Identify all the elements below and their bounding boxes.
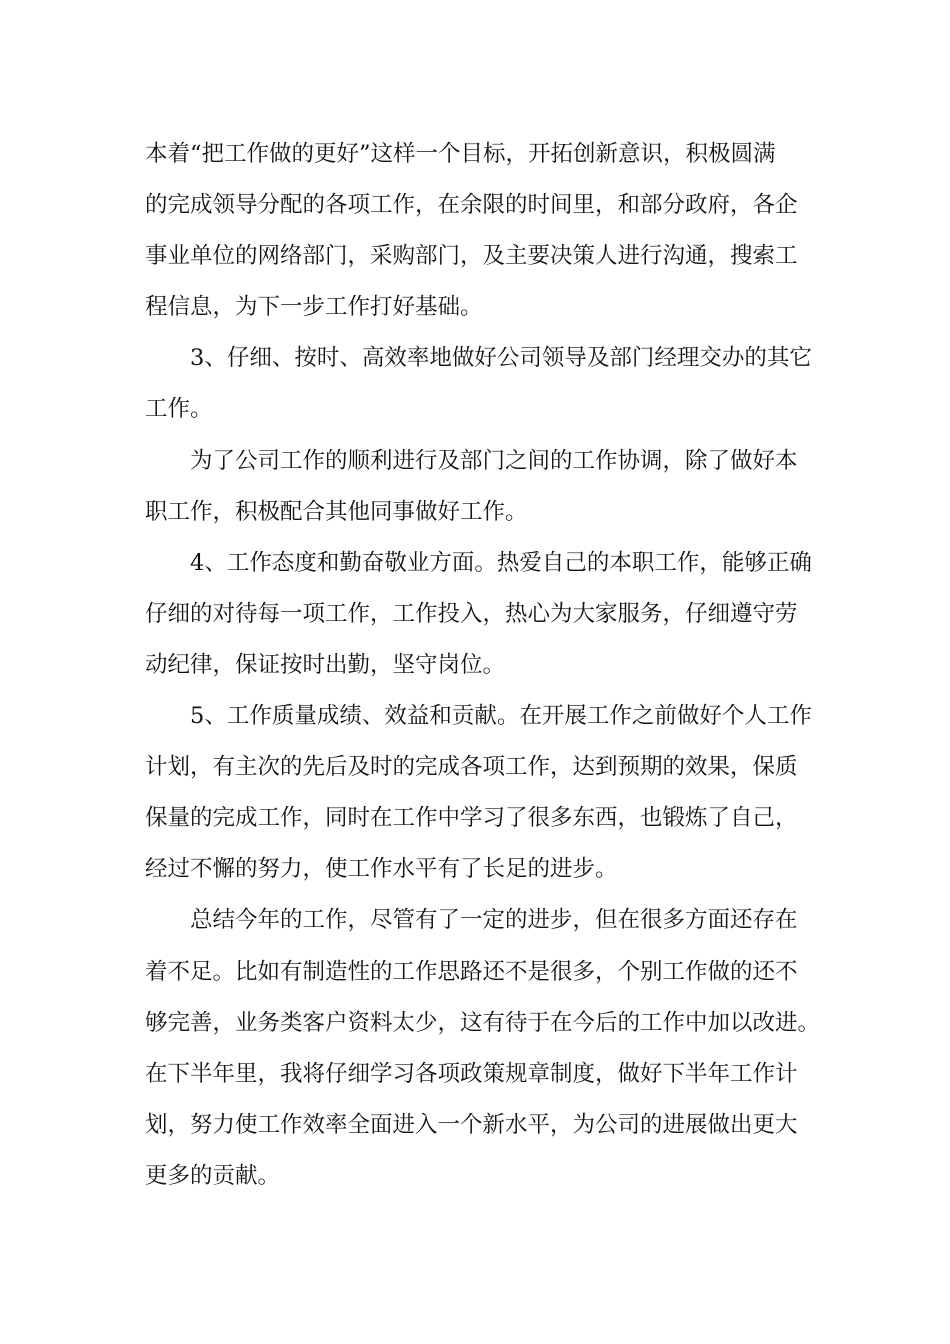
paragraph-5 <box>145 691 825 895</box>
paragraph-3 <box>145 436 825 538</box>
text-line: 本着“把工作做的更好”这样一个目标，开拓创新意识，积极圆满 <box>145 141 776 167</box>
document-body <box>145 129 825 1202</box>
paragraph-4 <box>145 538 825 691</box>
text-line: 的完成领导分配的各项工作，在余限的时间里，和部分政府，各企 <box>145 192 798 219</box>
text-line: 为了公司工作的顺利进行及部门之间的工作协调，除了做好本 <box>190 447 798 474</box>
text-line: 划，努力使工作效率全面进入一个新水平，为公司的进展做出更大 <box>145 1111 798 1138</box>
text-line: 5、工作质量成绩、效益和贡献。在开展工作之前做好个人工作 <box>190 703 812 730</box>
text-line: 职工作，积极配合其他同事做好工作。 <box>145 498 528 525</box>
text-line: 更多的贡献。 <box>145 1162 281 1189</box>
text-line: 4、工作态度和勤奋敬业方面。热爱自己的本职工作，能够正确 <box>190 549 812 576</box>
text-line: 保量的完成工作，同时在工作中学习了很多东西，也锻炼了自己， <box>145 805 798 832</box>
text-line: 动纪律，保证按时出勤，坚守岗位。 <box>145 651 506 678</box>
text-line: 在下半年里，我将仔细学习各项政策规章制度，做好下半年工作计 <box>145 1060 798 1087</box>
text-line: 总结今年的工作，尽管有了一定的进步，但在很多方面还存在 <box>190 907 798 934</box>
text-line: 够完善，业务类客户资料太少，这有待于在今后的工作中加以改进。 <box>145 1009 821 1036</box>
paragraph-1 <box>145 129 825 333</box>
text-line: 计划，有主次的先后及时的完成各项工作，达到预期的效果，保质 <box>145 754 798 781</box>
paragraph-2 <box>145 333 825 435</box>
text-line: 着不足。比如有制造性的工作思路还不是很多，个别工作做的还不 <box>145 958 798 985</box>
paragraph-6 <box>145 895 825 1202</box>
text-line: 仔细的对待每一项工作，工作投入，热心为大家服务，仔细遵守劳 <box>145 600 798 627</box>
text-line: 经过不懈的努力，使工作水平有了长足的进步。 <box>145 856 618 883</box>
text-line: 工作。 <box>145 396 213 423</box>
text-line: 3、仔细、按时、高效率地做好公司领导及部门经理交办的其它 <box>190 345 812 372</box>
text-line: 程信息，为下一步工作打好基础。 <box>145 294 483 321</box>
text-line: 事业单位的网络部门，采购部门，及主要决策人进行沟通，搜索工 <box>145 243 798 270</box>
